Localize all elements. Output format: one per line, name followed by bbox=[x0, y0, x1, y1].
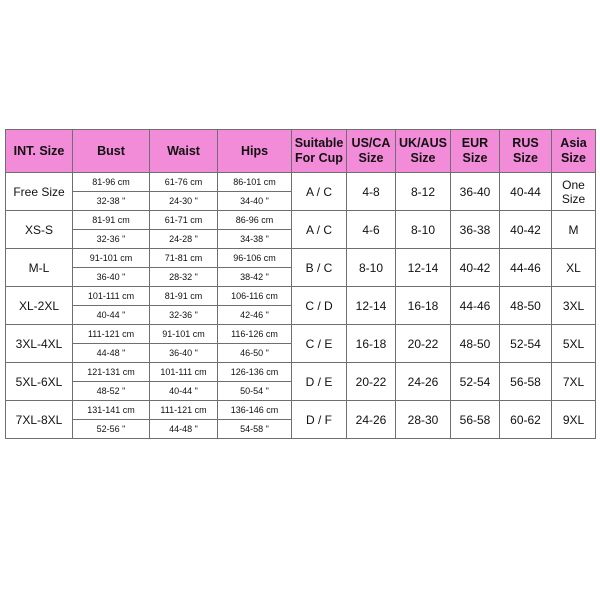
table-row bbox=[6, 401, 596, 420]
hips-in-cell: 38-42 " bbox=[218, 268, 292, 287]
rus-size-cell: 48-50 bbox=[500, 287, 552, 325]
header-label: Size bbox=[462, 151, 488, 165]
header-label: EUR bbox=[461, 136, 489, 150]
header-label: RUS bbox=[512, 136, 539, 150]
rus-size-cell: 52-54 bbox=[500, 325, 552, 363]
table-row bbox=[6, 173, 596, 192]
bust-in-cell: 40-44 " bbox=[73, 306, 150, 325]
bust-cm-cell: 81-91 cm bbox=[73, 211, 150, 230]
asia-size-cell: One Size bbox=[552, 173, 596, 211]
header-label: INT. Size bbox=[13, 143, 65, 158]
uk-aus-size-cell: 24-26 bbox=[396, 363, 451, 401]
header-hips bbox=[218, 130, 292, 173]
int-size-cell: 3XL-4XL bbox=[6, 325, 73, 363]
asia-size-cell: 3XL bbox=[552, 287, 596, 325]
eur-size-cell: 36-38 bbox=[451, 211, 500, 249]
waist-cm-cell: 101-111 cm bbox=[150, 363, 218, 382]
header-rus-size bbox=[500, 130, 552, 173]
bust-in-cell: 44-48 " bbox=[73, 344, 150, 363]
header-label: Hips bbox=[240, 143, 269, 158]
asia-size-cell: M bbox=[552, 211, 596, 249]
eur-size-cell: 56-58 bbox=[451, 401, 500, 439]
header-label: Size bbox=[410, 151, 436, 165]
int-size-cell: 7XL-8XL bbox=[6, 401, 73, 439]
uk-aus-size-cell: 12-14 bbox=[396, 249, 451, 287]
hips-cm-cell: 126-136 cm bbox=[218, 363, 292, 382]
bust-in-cell: 32-38 " bbox=[73, 192, 150, 211]
waist-in-cell: 28-32 " bbox=[150, 268, 218, 287]
waist-in-cell: 24-30 " bbox=[150, 192, 218, 211]
header-label: Suitable bbox=[294, 136, 344, 150]
header-label: Bust bbox=[97, 143, 125, 158]
rus-size-cell: 40-44 bbox=[500, 173, 552, 211]
asia-size-cell: 7XL bbox=[552, 363, 596, 401]
uk-aus-size-cell: 8-12 bbox=[396, 173, 451, 211]
us-ca-size-cell: 12-14 bbox=[347, 287, 396, 325]
us-ca-size-cell: 20-22 bbox=[347, 363, 396, 401]
header-label: Size bbox=[512, 151, 538, 165]
int-size-cell: Free Size bbox=[6, 173, 73, 211]
waist-in-cell: 36-40 " bbox=[150, 344, 218, 363]
eur-size-cell: 48-50 bbox=[451, 325, 500, 363]
asia-size-cell: 5XL bbox=[552, 325, 596, 363]
header-label: For Cup bbox=[295, 151, 343, 165]
waist-in-cell: 44-48 " bbox=[150, 420, 218, 439]
header-asia-size bbox=[552, 130, 596, 173]
cup-cell: D / F bbox=[292, 401, 347, 439]
header-cup bbox=[292, 130, 347, 173]
hips-in-cell: 54-58 " bbox=[218, 420, 292, 439]
rus-size-cell: 40-42 bbox=[500, 211, 552, 249]
bust-cm-cell: 81-96 cm bbox=[73, 173, 150, 192]
bust-cm-cell: 101-111 cm bbox=[73, 287, 150, 306]
table-row bbox=[6, 363, 596, 382]
header-eur-size bbox=[451, 130, 500, 173]
cup-cell: D / E bbox=[292, 363, 347, 401]
waist-cm-cell: 111-121 cm bbox=[150, 401, 218, 420]
hips-cm-cell: 136-146 cm bbox=[218, 401, 292, 420]
eur-size-cell: 52-54 bbox=[451, 363, 500, 401]
waist-cm-cell: 61-71 cm bbox=[150, 211, 218, 230]
header-label: Size bbox=[358, 151, 384, 165]
cup-cell: C / E bbox=[292, 325, 347, 363]
waist-cm-cell: 81-91 cm bbox=[150, 287, 218, 306]
header-label: US/CA bbox=[351, 136, 391, 150]
header-uk-aus-size bbox=[396, 130, 451, 173]
header-label: UK/AUS bbox=[399, 136, 447, 150]
hips-cm-cell: 86-101 cm bbox=[218, 173, 292, 192]
uk-aus-size-cell: 8-10 bbox=[396, 211, 451, 249]
hips-in-cell: 42-46 " bbox=[218, 306, 292, 325]
us-ca-size-cell: 4-8 bbox=[347, 173, 396, 211]
hips-in-cell: 46-50 " bbox=[218, 344, 292, 363]
header-row bbox=[6, 130, 596, 173]
int-size-cell: XS-S bbox=[6, 211, 73, 249]
header-int-size bbox=[6, 130, 73, 173]
rus-size-cell: 44-46 bbox=[500, 249, 552, 287]
rus-size-cell: 60-62 bbox=[500, 401, 552, 439]
header-label: Waist bbox=[167, 143, 200, 158]
header-label: Asia bbox=[560, 136, 587, 150]
us-ca-size-cell: 24-26 bbox=[347, 401, 396, 439]
header-us-ca-size bbox=[347, 130, 396, 173]
cup-cell: B / C bbox=[292, 249, 347, 287]
bust-in-cell: 48-52 " bbox=[73, 382, 150, 401]
cup-cell: A / C bbox=[292, 173, 347, 211]
waist-in-cell: 40-44 " bbox=[150, 382, 218, 401]
header-bust bbox=[73, 130, 150, 173]
table-row bbox=[6, 211, 596, 230]
us-ca-size-cell: 4-6 bbox=[347, 211, 396, 249]
asia-size-cell: XL bbox=[552, 249, 596, 287]
hips-cm-cell: 96-106 cm bbox=[218, 249, 292, 268]
bust-cm-cell: 131-141 cm bbox=[73, 401, 150, 420]
bust-in-cell: 36-40 " bbox=[73, 268, 150, 287]
int-size-cell: XL-2XL bbox=[6, 287, 73, 325]
header-waist bbox=[150, 130, 218, 173]
int-size-cell: 5XL-6XL bbox=[6, 363, 73, 401]
table-row bbox=[6, 325, 596, 344]
hips-in-cell: 34-38 " bbox=[218, 230, 292, 249]
bust-in-cell: 32-36 " bbox=[73, 230, 150, 249]
bust-in-cell: 52-56 " bbox=[73, 420, 150, 439]
size-chart-table bbox=[5, 129, 596, 439]
bust-cm-cell: 111-121 cm bbox=[73, 325, 150, 344]
eur-size-cell: 36-40 bbox=[451, 173, 500, 211]
waist-cm-cell: 71-81 cm bbox=[150, 249, 218, 268]
table-row bbox=[6, 249, 596, 268]
hips-in-cell: 50-54 " bbox=[218, 382, 292, 401]
rus-size-cell: 56-58 bbox=[500, 363, 552, 401]
int-size-cell: M-L bbox=[6, 249, 73, 287]
table-row bbox=[6, 287, 596, 306]
uk-aus-size-cell: 16-18 bbox=[396, 287, 451, 325]
waist-cm-cell: 91-101 cm bbox=[150, 325, 218, 344]
hips-cm-cell: 106-116 cm bbox=[218, 287, 292, 306]
eur-size-cell: 40-42 bbox=[451, 249, 500, 287]
waist-cm-cell: 61-76 cm bbox=[150, 173, 218, 192]
hips-cm-cell: 116-126 cm bbox=[218, 325, 292, 344]
waist-in-cell: 32-36 " bbox=[150, 306, 218, 325]
us-ca-size-cell: 8-10 bbox=[347, 249, 396, 287]
eur-size-cell: 44-46 bbox=[451, 287, 500, 325]
hips-in-cell: 34-40 " bbox=[218, 192, 292, 211]
bust-cm-cell: 91-101 cm bbox=[73, 249, 150, 268]
uk-aus-size-cell: 28-30 bbox=[396, 401, 451, 439]
bust-cm-cell: 121-131 cm bbox=[73, 363, 150, 382]
asia-size-cell: 9XL bbox=[552, 401, 596, 439]
hips-cm-cell: 86-96 cm bbox=[218, 211, 292, 230]
cup-cell: C / D bbox=[292, 287, 347, 325]
us-ca-size-cell: 16-18 bbox=[347, 325, 396, 363]
waist-in-cell: 24-28 " bbox=[150, 230, 218, 249]
cup-cell: A / C bbox=[292, 211, 347, 249]
header-label: Size bbox=[560, 151, 586, 165]
uk-aus-size-cell: 20-22 bbox=[396, 325, 451, 363]
